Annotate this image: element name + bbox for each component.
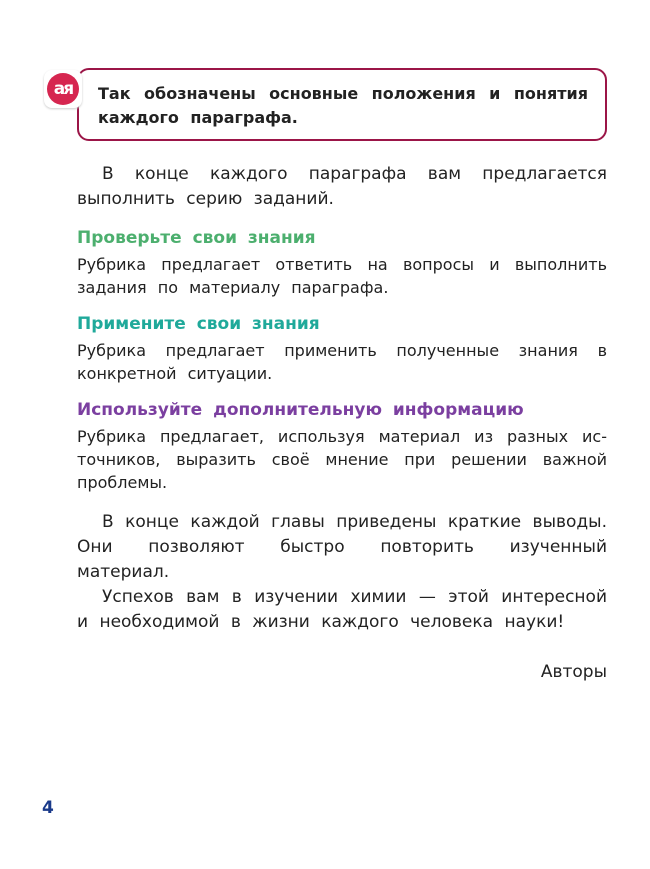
key-concepts-text: Так обозначены основные положения и понятия каждого параграфа.: [98, 84, 588, 127]
section-heading: Проверьте свои знания: [77, 228, 316, 248]
paragraph: В конце каждой главы приведены краткие выводы. Они позволяют быстро повторить изученный материал.: [77, 512, 607, 582]
paragraph: Успехов вам в изучении химии — этой интересной и необходимой в жизни каждого человека науки!: [77, 587, 607, 632]
section-heading: Примените свои знания: [77, 314, 320, 334]
page-number: 4: [42, 798, 54, 818]
signature: Авторы: [540, 662, 607, 682]
paragraph: В конце каждого параграфа вам предлагается выполнить серию заданий.: [77, 164, 607, 209]
section-text: Рубрика предлагает, используя материал из разных источников, выразить своё мнение при решении важной проблемы.: [77, 427, 607, 492]
a-ya-letters-icon: ая: [44, 70, 82, 108]
section-text: Рубрика предлагает применить полученные знания в конкретной ситуации.: [77, 341, 607, 383]
section-heading: Используйте дополнительную информацию: [77, 400, 524, 420]
section-text: Рубрика предлагает ответить на вопросы и выполнить задания по материалу параграфа.: [77, 255, 607, 297]
